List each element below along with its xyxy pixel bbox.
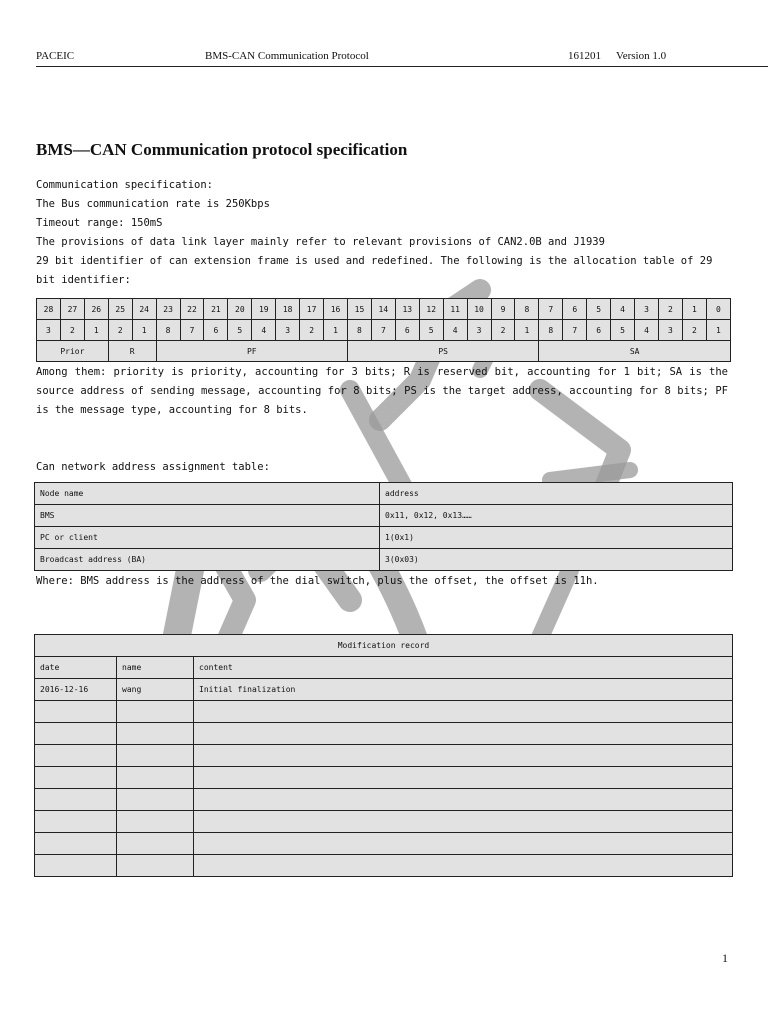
field-bit-cell: 5 [611, 320, 635, 341]
field-bit-cell: 6 [587, 320, 611, 341]
field-bit-cell: 2 [300, 320, 324, 341]
bit-number-cell: 0 [706, 299, 730, 320]
address-table [34, 482, 733, 571]
record-name [117, 745, 194, 767]
field-bit-cell: 1 [706, 320, 730, 341]
field-bit-cell: 7 [180, 320, 204, 341]
table-row [35, 745, 733, 767]
table-row [35, 701, 733, 723]
field-name-row [37, 341, 731, 362]
table-row [35, 855, 733, 877]
table-row [35, 527, 733, 549]
bit-number-cell: 12 [419, 299, 443, 320]
table-row [35, 505, 733, 527]
bit-number-cell: 25 [108, 299, 132, 320]
record-content [194, 855, 733, 877]
field-bit-cell: 8 [347, 320, 371, 341]
record-name [117, 855, 194, 877]
record-content [194, 833, 733, 855]
field-bit-cell: 3 [467, 320, 491, 341]
address-cell: address [380, 483, 733, 505]
address-cell: 1(0x1) [380, 527, 733, 549]
header-doc-name: BMS-CAN Communication Protocol [205, 50, 369, 62]
page-header [36, 50, 768, 67]
header-version: Version 1.0 [616, 50, 667, 62]
address-heading: Can network address assignment table: [36, 461, 270, 473]
bit-number-cell: 28 [37, 299, 61, 320]
record-date [35, 833, 117, 855]
bit-number-cell: 9 [491, 299, 515, 320]
field-sa: SA [539, 341, 731, 362]
record-content [194, 701, 733, 723]
record-name [117, 811, 194, 833]
bit-number-cell: 23 [156, 299, 180, 320]
field-pf: PF [156, 341, 347, 362]
bit-number-cell: 6 [563, 299, 587, 320]
record-date [35, 767, 117, 789]
bit-description: Among them: priority is priority, accounting for 3 bits; R is reserved bit, accounting for 1 bit; SA is the source address of sending message, accounting for 8 bits; PS is the target address, accounting for 8 bits; PF is the message type, accounting for 8 bits. [36, 366, 728, 416]
field-r: R [108, 341, 156, 362]
field-bit-cell: 1 [84, 320, 108, 341]
bit-number-cell: 27 [60, 299, 84, 320]
field-bit-cell: 6 [204, 320, 228, 341]
bit-number-cell: 15 [347, 299, 371, 320]
bit-number-cell: 3 [635, 299, 659, 320]
table-row [35, 767, 733, 789]
record-date [35, 723, 117, 745]
bit-number-cell: 17 [300, 299, 324, 320]
record-date [35, 701, 117, 723]
field-bit-cell: 3 [658, 320, 682, 341]
field-bit-cell: 4 [252, 320, 276, 341]
field-bit-cell: 6 [395, 320, 419, 341]
table-row [35, 483, 733, 505]
field-bit-cell: 8 [156, 320, 180, 341]
table-title-row [35, 635, 733, 657]
intro-line: The provisions of data link layer mainly refer to relevant provisions of CAN2.0B and J1939 [36, 236, 605, 248]
bit-number-cell: 1 [682, 299, 706, 320]
field-bit-cell: 5 [419, 320, 443, 341]
field-bit-cell: 8 [539, 320, 563, 341]
field-bit-row [37, 320, 731, 341]
bit-number-cell: 11 [443, 299, 467, 320]
bit-number-cell: 13 [395, 299, 419, 320]
field-bit-cell: 7 [371, 320, 395, 341]
field-bit-cell: 2 [60, 320, 84, 341]
intro-line: 29 bit identifier of can extension frame is used and redefined. The following is the allocation table of 29 bit identifier: [36, 255, 713, 286]
bit-allocation-table [36, 298, 731, 362]
address-cell: 0x11, 0x12, 0x13…… [380, 505, 733, 527]
address-cell: BMS [35, 505, 380, 527]
record-name [117, 767, 194, 789]
column-header-content: content [194, 657, 733, 679]
bit-number-cell: 19 [252, 299, 276, 320]
field-bit-cell: 7 [563, 320, 587, 341]
table-row [35, 549, 733, 571]
bit-number-cell: 24 [132, 299, 156, 320]
field-bit-cell: 5 [228, 320, 252, 341]
record-name [117, 789, 194, 811]
bit-number-cell: 22 [180, 299, 204, 320]
address-cell: PC or client [35, 527, 380, 549]
table-row [35, 723, 733, 745]
field-bit-cell: 1 [515, 320, 539, 341]
table-header-row [35, 657, 733, 679]
record-name [117, 833, 194, 855]
field-bit-cell: 1 [132, 320, 156, 341]
field-bit-cell: 2 [108, 320, 132, 341]
field-ps: PS [347, 341, 538, 362]
record-content: Initial finalization [194, 679, 733, 701]
record-date [35, 745, 117, 767]
field-bit-cell: 4 [443, 320, 467, 341]
field-bit-cell: 4 [635, 320, 659, 341]
field-prior: Prior [37, 341, 109, 362]
address-cell: Broadcast address (BA) [35, 549, 380, 571]
intro-line: The Bus communication rate is 250Kbps [36, 198, 270, 210]
bit-number-cell: 16 [324, 299, 348, 320]
bit-number-cell: 8 [515, 299, 539, 320]
record-content [194, 767, 733, 789]
intro-line: Communication specification: [36, 179, 214, 191]
record-name: wang [117, 679, 194, 701]
record-content [194, 745, 733, 767]
intro-line: Timeout range: 150mS [36, 217, 163, 229]
record-date: 2016-12-16 [35, 679, 117, 701]
bit-number-cell: 7 [539, 299, 563, 320]
header-company: PACEIC [36, 50, 75, 62]
record-content [194, 811, 733, 833]
header-doc-code: 161201 [568, 50, 601, 62]
bit-number-cell: 18 [276, 299, 300, 320]
bit-number-cell: 14 [371, 299, 395, 320]
page-number: 1 [722, 951, 728, 965]
bit-number-cell: 5 [587, 299, 611, 320]
field-bit-cell: 3 [37, 320, 61, 341]
column-header-name: name [117, 657, 194, 679]
modification-title: Modification record [35, 635, 733, 657]
bit-number-cell: 10 [467, 299, 491, 320]
bit-number-cell: 4 [611, 299, 635, 320]
bit-number-cell: 21 [204, 299, 228, 320]
table-row [35, 833, 733, 855]
address-note: Where: BMS address is the address of the dial switch, plus the offset, the offset is 11h. [36, 575, 599, 587]
field-bit-cell: 2 [682, 320, 706, 341]
table-row [35, 679, 733, 701]
document-title: BMS—CAN Communication protocol specification [36, 140, 408, 159]
record-name [117, 723, 194, 745]
field-bit-cell: 1 [324, 320, 348, 341]
field-bit-cell: 2 [491, 320, 515, 341]
address-cell: 3(0x03) [380, 549, 733, 571]
record-content [194, 723, 733, 745]
table-row [35, 789, 733, 811]
record-content [194, 789, 733, 811]
record-name [117, 701, 194, 723]
address-cell: Node name [35, 483, 380, 505]
intro-section [36, 176, 728, 290]
bit-number-cell: 26 [84, 299, 108, 320]
record-date [35, 855, 117, 877]
record-date [35, 811, 117, 833]
table-row [35, 811, 733, 833]
bit-number-cell: 2 [658, 299, 682, 320]
bit-number-row [37, 299, 731, 320]
field-bit-cell: 3 [276, 320, 300, 341]
column-header-date: date [35, 657, 117, 679]
record-date [35, 789, 117, 811]
bit-number-cell: 20 [228, 299, 252, 320]
modification-record-table [34, 634, 733, 877]
